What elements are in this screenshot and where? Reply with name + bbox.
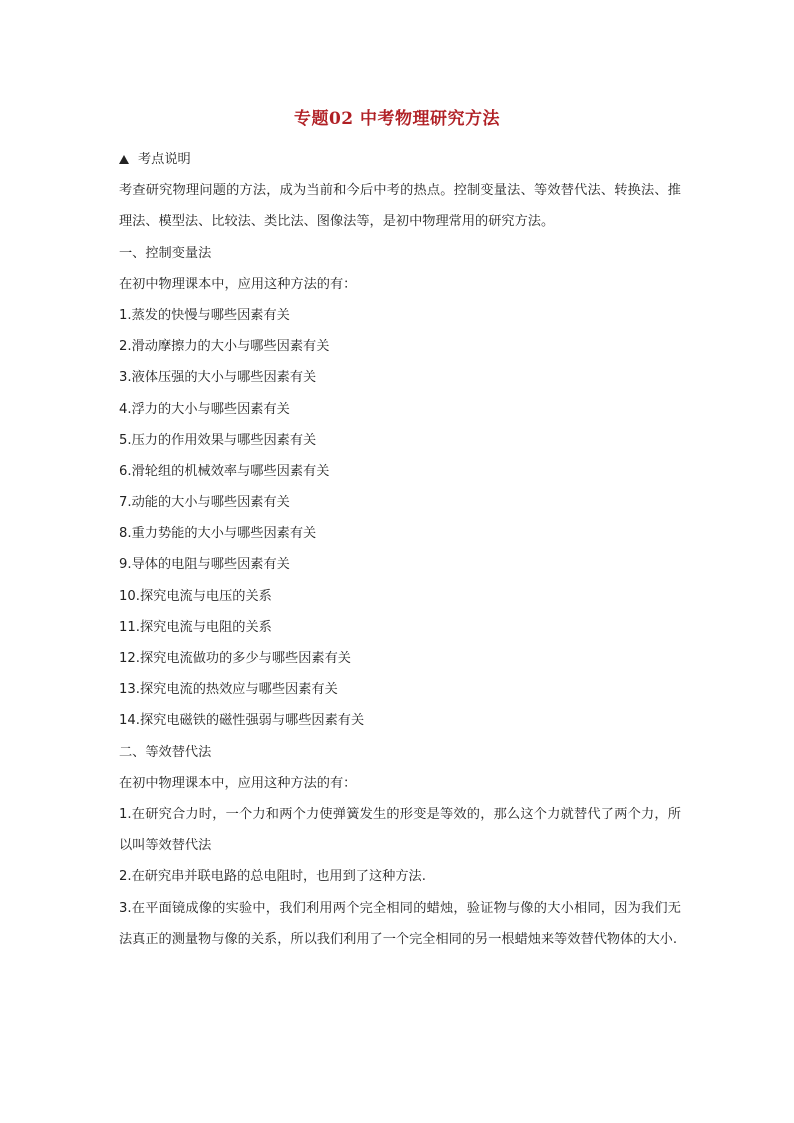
list-item: 2.在研究串并联电路的总电阻时，也用到了这种方法. bbox=[119, 869, 426, 885]
list-item: 1.蒸发的快慢与哪些因素有关 bbox=[119, 307, 290, 323]
list-item: 2.滑动摩擦力的大小与哪些因素有关 bbox=[119, 339, 330, 355]
intro-paragraph: 考查研究物理问题的方法，成为当前和今后中考的热点。控制变量法、等效替代法、转换法、推理法、模型法、比较法、类比法、图像法等，是初中物理常用的研究方法。 bbox=[119, 183, 681, 230]
list-item: 3.液体压强的大小与哪些因素有关 bbox=[119, 370, 317, 386]
section2-lead: 在初中物理课本中，应用这种方法的有： bbox=[119, 775, 357, 791]
list-item: 3.在平面镜成像的实验中，我们利用两个完全相同的蜡烛，验证物与像的大小相同，因为我们无法真正的测量物与像的关系，所以我们利用了一个完全相同的另一根蜡烛来等效替代物体的大小. bbox=[119, 900, 681, 947]
list-item: 13.探究电流的热效应与哪些因素有关 bbox=[119, 682, 338, 698]
list-item: 10.探究电流与电压的关系 bbox=[119, 588, 272, 604]
list-item: 11.探究电流与电阻的关系 bbox=[119, 619, 272, 635]
section1-lead: 在初中物理课本中，应用这种方法的有： bbox=[119, 276, 357, 292]
kaodian-heading: 考点说明 bbox=[138, 152, 191, 167]
list-item: 12.探究电流做功的多少与哪些因素有关 bbox=[119, 651, 351, 667]
document-title: 专题02 中考物理研究方法 bbox=[293, 109, 501, 129]
list-item: 5.压力的作用效果与哪些因素有关 bbox=[119, 432, 317, 448]
section1-heading: 一、控制变量法 bbox=[119, 245, 212, 261]
list-item: 1.在研究合力时，一个力和两个力使弹簧发生的形变是等效的，那么这个力就替代了两个力，所以叫等效替代法 bbox=[119, 806, 681, 854]
list-item: 7.动能的大小与哪些因素有关 bbox=[119, 495, 290, 511]
list-item: 14.探究电磁铁的磁性强弱与哪些因素有关 bbox=[119, 713, 365, 729]
section2-heading: 二、等效替代法 bbox=[119, 744, 212, 760]
list-item: 8.重力势能的大小与哪些因素有关 bbox=[119, 526, 317, 542]
document-body bbox=[119, 144, 681, 955]
list-item: 4.浮力的大小与哪些因素有关 bbox=[119, 401, 290, 417]
list-item: 9.导体的电阻与哪些因素有关 bbox=[119, 557, 290, 573]
triangle-bullet-icon bbox=[119, 155, 129, 164]
kaodian-heading-line bbox=[119, 144, 681, 175]
list-item: 6.滑轮组的机械效率与哪些因素有关 bbox=[119, 463, 330, 479]
